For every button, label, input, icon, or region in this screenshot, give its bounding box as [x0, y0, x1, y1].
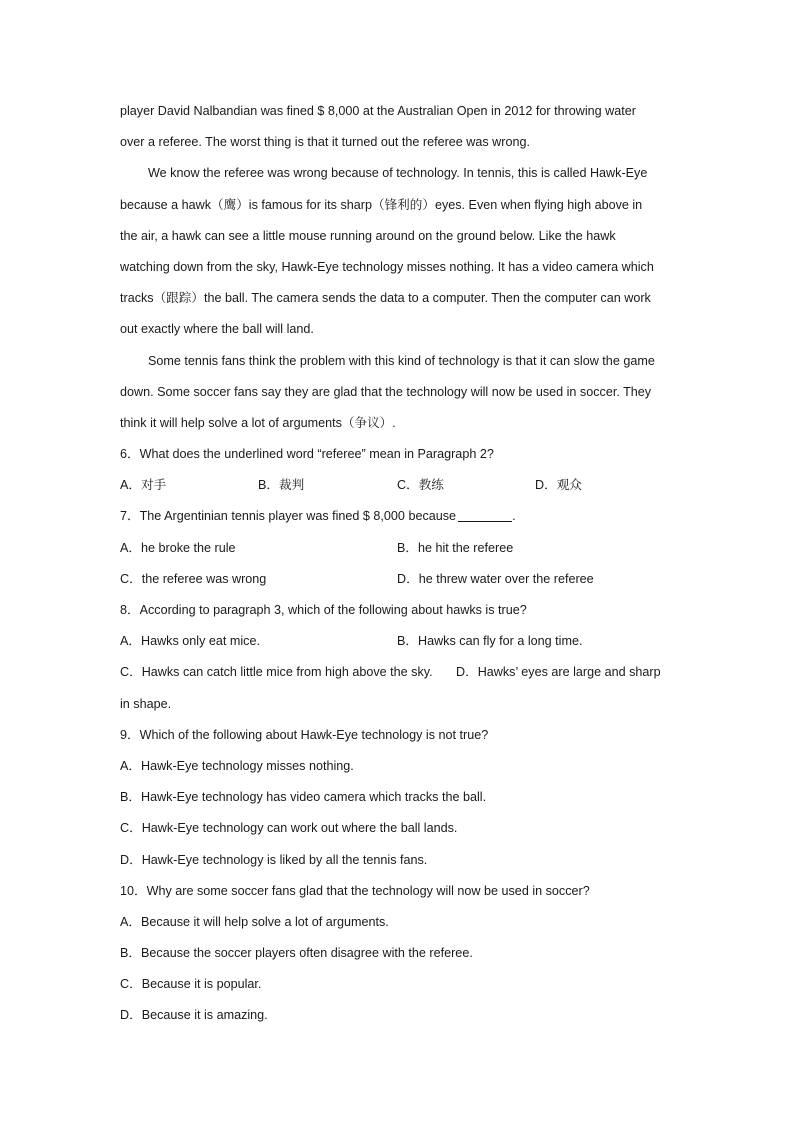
passage-line: tracks（跟踪）the ball. The camera sends the data to a computer. Then the computer can work — [120, 291, 651, 306]
document-page — [120, 96, 680, 1032]
passage-line: the air, a hawk can see a little mouse running around on the ground below. Like the hawk — [120, 228, 616, 243]
question-stem-end: . — [512, 509, 516, 524]
options-row — [120, 626, 680, 657]
question-stem — [120, 501, 680, 532]
option-b: B．裁判 — [258, 478, 305, 493]
passage — [120, 96, 680, 439]
question-stem: 8．According to paragraph 3, which of the following about hawks is true? — [120, 603, 527, 617]
option-d: D．Hawks’ eyes are large and sharp — [456, 665, 661, 680]
options-row — [120, 657, 680, 688]
option-d: D．观众 — [535, 478, 582, 493]
question-9 — [120, 720, 680, 876]
passage-line: player David Nalbandian was fined $ 8,000 at the Australian Open in 2012 for throwing water — [120, 104, 636, 118]
option-b: B．Because the soccer players often disagree with the referee. — [120, 946, 473, 961]
option-d: D．he threw water over the referee — [397, 571, 594, 586]
passage-line: think it will help solve a lot of arguments（争议）. — [120, 415, 396, 430]
option-d: D．Hawk-Eye technology is liked by all the tennis fans. — [120, 852, 428, 867]
option-c: C．教练 — [397, 478, 444, 493]
question-6 — [120, 439, 680, 501]
options-row — [120, 470, 680, 501]
passage-line: Some tennis fans think the problem with this kind of technology is that it can slow the game — [148, 353, 655, 368]
passage-line: We know the referee was wrong because of technology. In tennis, this is called Hawk-Eye — [148, 166, 648, 181]
question-stem: 10．Why are some soccer fans glad that the technology will now be used in soccer? — [120, 883, 590, 898]
option-b: B．Hawk-Eye technology has video camera which tracks the ball. — [120, 790, 487, 805]
option-c: C．Hawk-Eye technology can work out where the ball lands. — [120, 821, 458, 836]
option-d-continuation: in shape. — [120, 696, 172, 711]
passage-line: because a hawk（鹰）is famous for its sharp（锋利的）eyes. Even when flying high above in — [120, 197, 643, 212]
option-a: A．Hawks only eat mice. — [120, 634, 260, 649]
answer-blank — [458, 507, 512, 522]
option-c: C．the referee was wrong — [120, 571, 267, 586]
option-b: B．he hit the referee — [397, 540, 514, 555]
passage-line: watching down from the sky, Hawk-Eye technology misses nothing. It has a video camera which — [120, 259, 654, 274]
option-a: A．he broke the rule — [120, 540, 236, 555]
question-stem-text: 7．The Argentinian tennis player was fined $ 8,000 because — [120, 509, 457, 524]
option-c: C．Because it is popular. — [120, 977, 262, 992]
question-7 — [120, 501, 680, 595]
option-b: B．Hawks can fly for a long time. — [397, 634, 583, 649]
option-a: A．Hawk-Eye technology misses nothing. — [120, 758, 354, 773]
question-10 — [120, 876, 680, 1032]
option-c: C．Hawks can catch little mice from high above the sky. — [120, 665, 433, 680]
option-a: A．Because it will help solve a lot of arguments. — [120, 914, 389, 929]
question-stem: 6．What does the underlined word “referee” mean in Paragraph 2? — [120, 447, 494, 462]
question-stem: 9．Which of the following about Hawk-Eye technology is not true? — [120, 727, 489, 742]
option-a: A．对手 — [120, 478, 167, 493]
options-row — [120, 564, 680, 595]
passage-line: over a referee. The worst thing is that it turned out the referee was wrong. — [120, 135, 530, 150]
question-8 — [120, 595, 680, 720]
option-d: D．Because it is amazing. — [120, 1008, 268, 1023]
options-row — [120, 533, 680, 564]
passage-line: down. Some soccer fans say they are glad that the technology will now be used in soccer. They — [120, 384, 652, 399]
passage-line: out exactly where the ball will land. — [120, 322, 314, 337]
